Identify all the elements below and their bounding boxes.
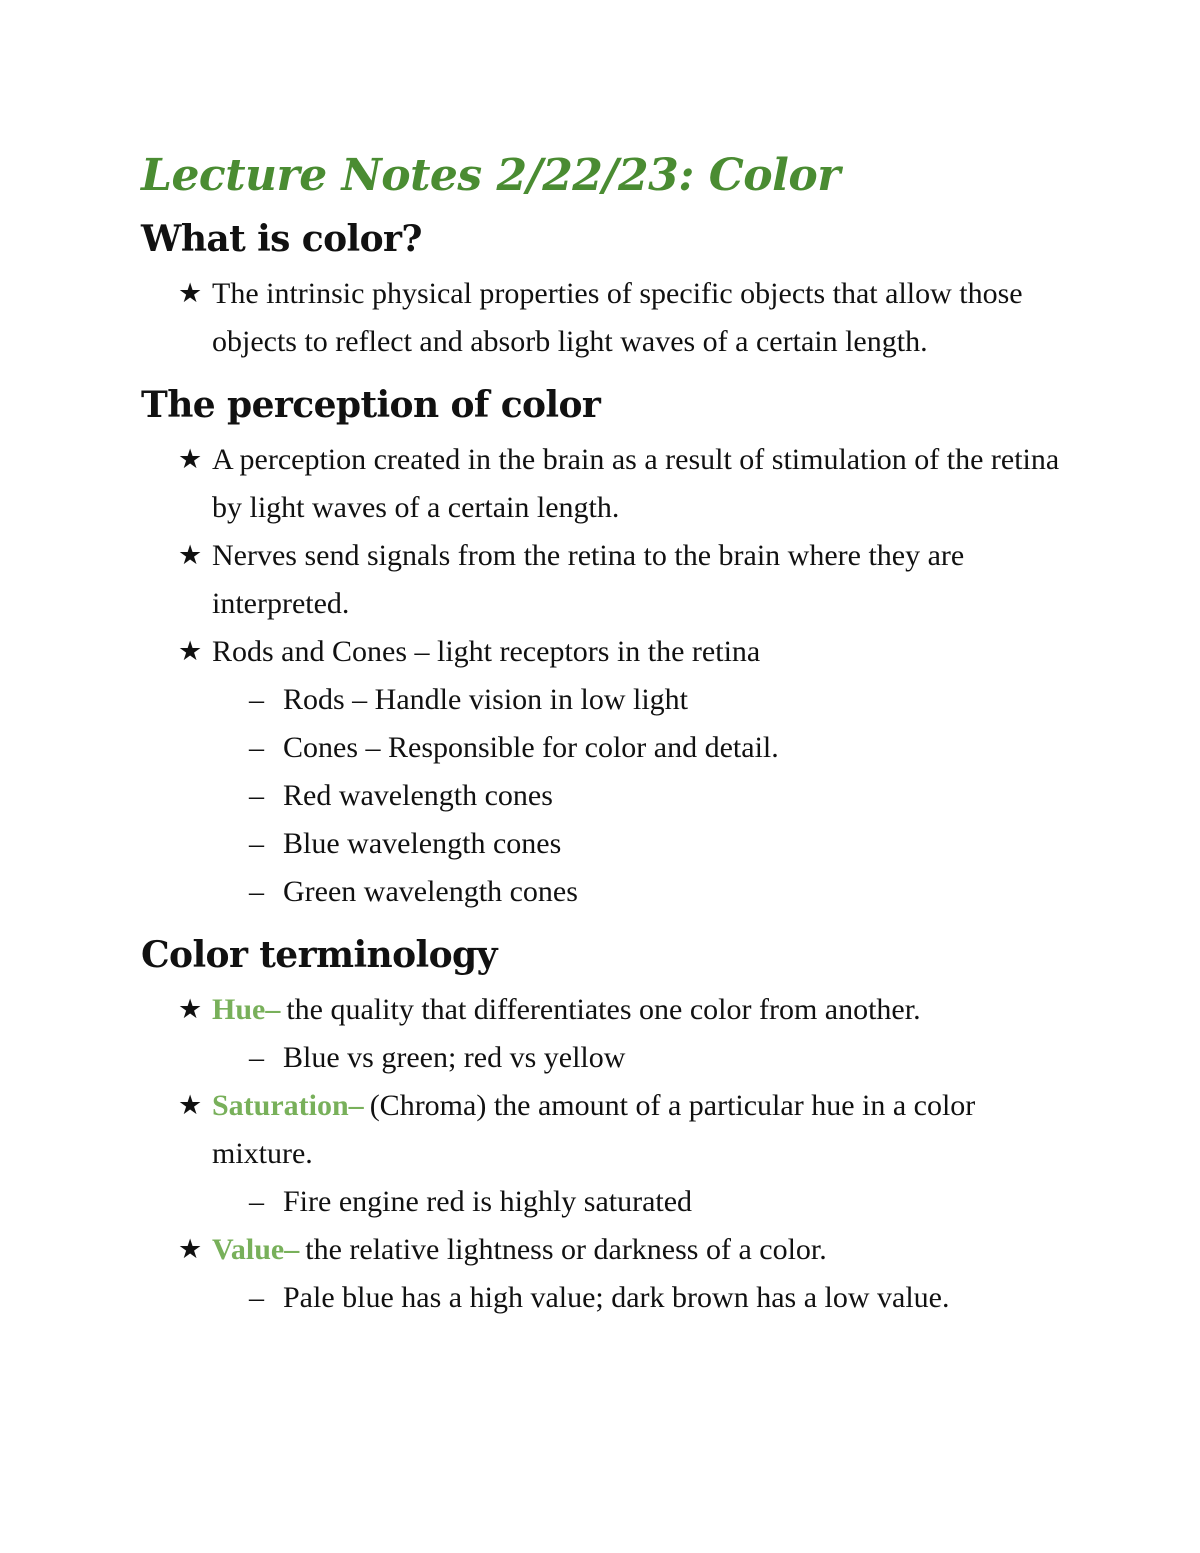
term-value: Value– xyxy=(212,1233,300,1266)
star-bullet-icon: ★ xyxy=(178,444,203,475)
bullet-text: Nerves send signals from the retina to the brain where they are interpreted. xyxy=(212,539,965,620)
dash-bullet-icon: – xyxy=(249,683,264,716)
document-title: Lecture Notes 2/22/23: Color xyxy=(141,150,840,201)
document-page xyxy=(141,148,1081,1322)
sub-text: Pale blue has a high value; dark brown has a low value. xyxy=(283,1281,950,1314)
sub-item xyxy=(141,772,1081,820)
sub-text: Blue vs green; red vs yellow xyxy=(283,1041,626,1074)
sub-item xyxy=(141,724,1081,772)
star-bullet-icon: ★ xyxy=(178,636,203,667)
dash-bullet-icon: – xyxy=(249,1185,264,1218)
bullet-item xyxy=(141,436,1081,532)
sub-text: Cones – Responsible for color and detail. xyxy=(283,731,779,764)
bullet-text: the quality that differentiates one color from another. xyxy=(286,993,921,1026)
dash-bullet-icon: – xyxy=(249,827,264,860)
dash-bullet-icon: – xyxy=(249,875,264,908)
sub-item xyxy=(141,676,1081,724)
star-bullet-icon: ★ xyxy=(178,994,203,1025)
heading-what-is-color: What is color? xyxy=(141,218,422,260)
bullet-item-value xyxy=(141,1226,1081,1274)
dash-bullet-icon: – xyxy=(249,779,264,812)
bullet-text: (Chroma) the amount of a particular hue in a color mixture. xyxy=(212,1089,976,1170)
star-bullet-icon: ★ xyxy=(178,1090,203,1121)
bullet-item xyxy=(141,532,1081,628)
star-bullet-icon: ★ xyxy=(178,278,203,309)
star-bullet-icon: ★ xyxy=(178,540,203,571)
sub-item xyxy=(141,1034,1081,1082)
bullet-text: the relative lightness or darkness of a color. xyxy=(305,1233,827,1266)
heading-perception-of-color: The perception of color xyxy=(141,384,601,426)
bullet-text: The intrinsic physical properties of specific objects that allow those objects to reflect and absorb light waves of a certain length. xyxy=(212,277,1023,358)
sub-text: Green wavelength cones xyxy=(283,875,578,908)
dash-bullet-icon: – xyxy=(249,1281,264,1314)
term-saturation: Saturation– xyxy=(212,1089,364,1122)
dash-bullet-icon: – xyxy=(249,1041,264,1074)
sub-item xyxy=(141,1178,1081,1226)
star-bullet-icon: ★ xyxy=(178,1234,203,1265)
bullet-text: Rods and Cones – light receptors in the retina xyxy=(212,635,761,668)
sub-text: Rods – Handle vision in low light xyxy=(283,683,688,716)
sub-item xyxy=(141,1274,1081,1322)
sub-text: Red wavelength cones xyxy=(283,779,553,812)
sub-item xyxy=(141,820,1081,868)
sub-item xyxy=(141,868,1081,916)
bullet-item xyxy=(141,628,1081,676)
sub-text: Fire engine red is highly saturated xyxy=(283,1185,693,1218)
bullet-item-hue xyxy=(141,986,1081,1034)
bullet-item xyxy=(141,270,1081,366)
term-hue: Hue– xyxy=(212,993,281,1026)
heading-color-terminology: Color terminology xyxy=(141,934,497,976)
bullet-text: A perception created in the brain as a result of stimulation of the retina by light waves of a certain length. xyxy=(212,443,1060,524)
sub-text: Blue wavelength cones xyxy=(283,827,562,860)
bullet-item-saturation xyxy=(141,1082,1081,1178)
dash-bullet-icon: – xyxy=(249,731,264,764)
